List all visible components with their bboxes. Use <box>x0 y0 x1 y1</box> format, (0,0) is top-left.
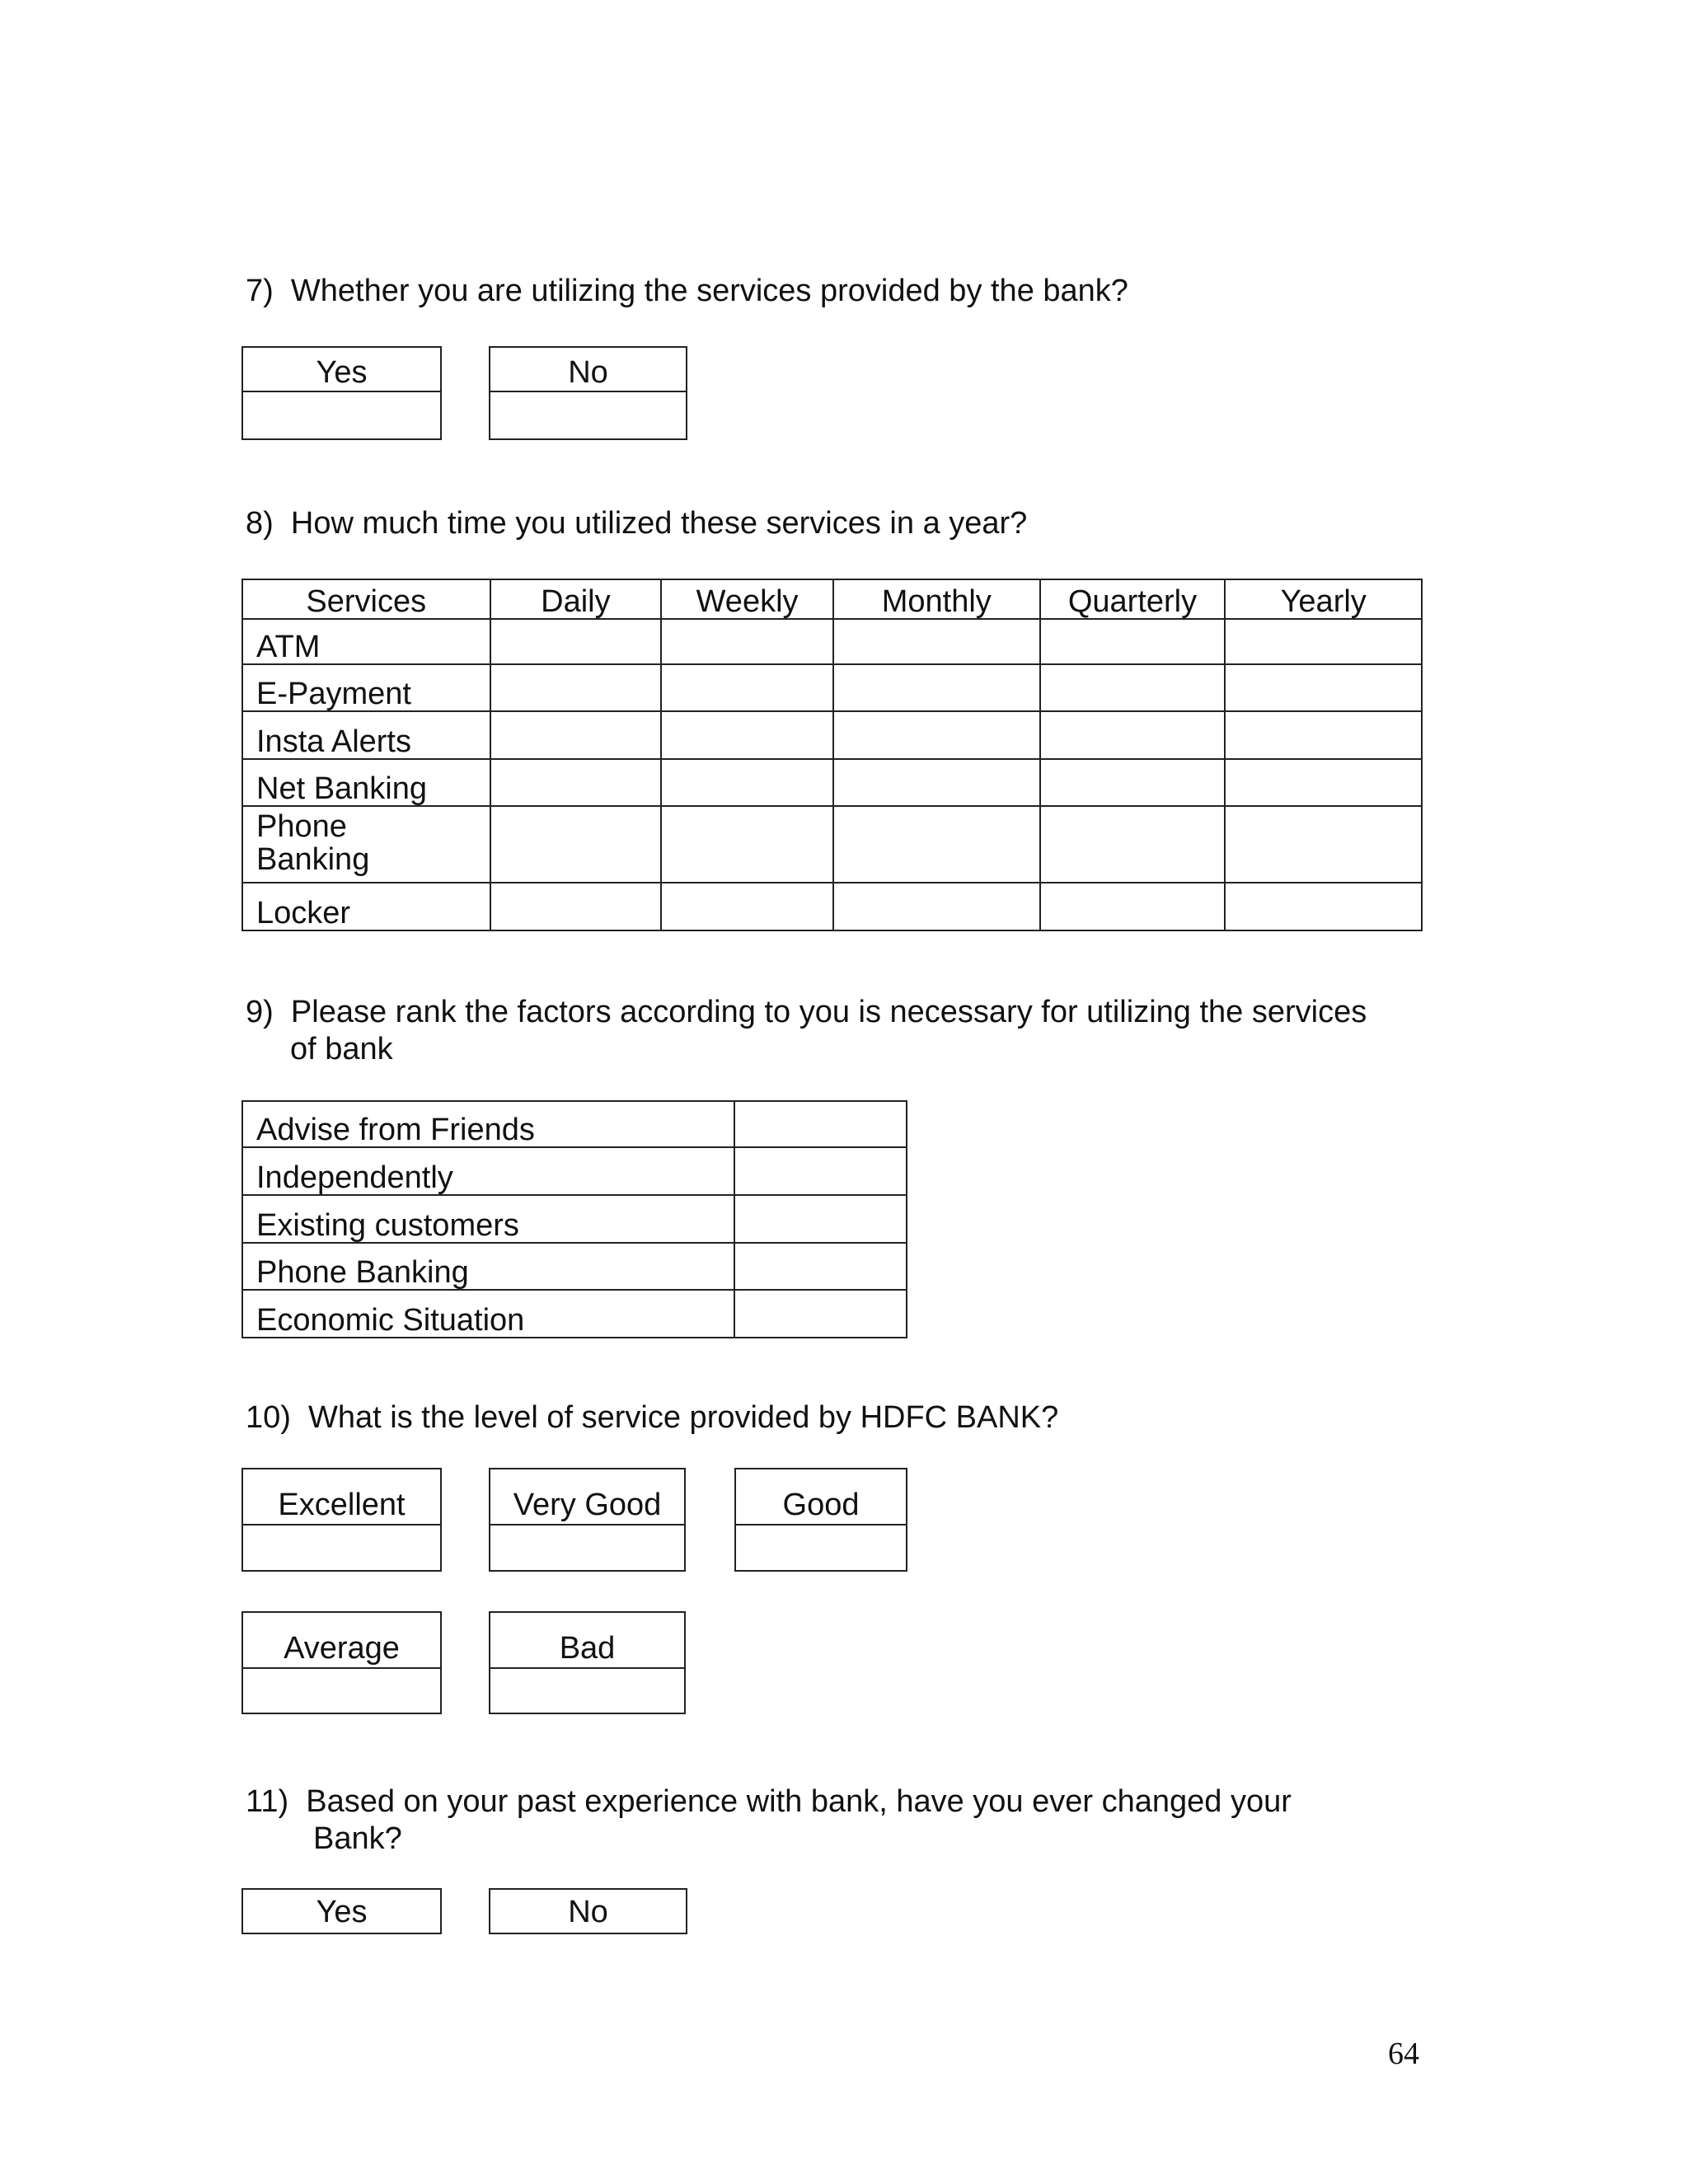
question-9 <box>246 993 1367 1031</box>
header-daily: Daily <box>490 579 662 619</box>
row-label-e-payment: E-Payment <box>242 664 490 711</box>
table-cell[interactable] <box>661 759 833 806</box>
table-cell[interactable] <box>1040 664 1226 711</box>
table-cell[interactable] <box>490 619 662 664</box>
q7-option-no-checkbox[interactable] <box>490 392 686 438</box>
q10-option-very-good-checkbox[interactable] <box>490 1526 684 1572</box>
q10-option-very-good[interactable] <box>489 1468 686 1572</box>
table-cell[interactable] <box>490 711 662 759</box>
question-7 <box>246 272 1128 310</box>
table-row <box>242 1195 907 1243</box>
table-cell[interactable] <box>661 711 833 759</box>
table-row <box>242 1101 907 1147</box>
table-cell[interactable] <box>490 759 662 806</box>
row-label-banking: Banking <box>256 842 370 877</box>
q10-option-average-label: Average <box>243 1613 440 1669</box>
q10-option-good[interactable] <box>734 1468 907 1572</box>
q10-option-very-good-label: Very Good <box>490 1469 684 1526</box>
rank-input-cell[interactable] <box>734 1101 907 1147</box>
q11-option-yes[interactable] <box>241 1888 442 1934</box>
q7-option-yes-label: Yes <box>243 348 440 392</box>
q7-option-yes[interactable] <box>241 346 442 440</box>
question-11-text: Based on your past experience with bank, have you ever changed your <box>306 1784 1292 1819</box>
q11-option-no-label: No <box>568 1895 608 1929</box>
rank-input-cell[interactable] <box>734 1147 907 1195</box>
q10-option-average-checkbox[interactable] <box>243 1669 440 1715</box>
question-10-number: 10) <box>246 1400 291 1435</box>
q10-option-good-label: Good <box>736 1469 906 1526</box>
header-monthly: Monthly <box>833 579 1040 619</box>
question-9-text-continued: of bank <box>290 1032 393 1066</box>
table-row <box>242 711 1422 759</box>
table-cell[interactable] <box>1225 711 1422 759</box>
question-8 <box>246 504 1027 542</box>
q10-option-excellent-checkbox[interactable] <box>243 1526 440 1572</box>
q10-option-excellent[interactable] <box>241 1468 442 1572</box>
row-label-atm: ATM <box>242 619 490 664</box>
q10-option-bad-checkbox[interactable] <box>490 1669 684 1715</box>
table-cell[interactable] <box>1040 619 1226 664</box>
factor-existing-customers: Existing customers <box>242 1195 734 1243</box>
row-label-locker: Locker <box>242 883 490 930</box>
table-cell[interactable] <box>833 759 1040 806</box>
table-row <box>242 1147 907 1195</box>
table-cell[interactable] <box>833 806 1040 883</box>
factor-economic-situation: Economic Situation <box>242 1290 734 1338</box>
factor-independently: Independently <box>242 1147 734 1195</box>
row-label-phone-banking <box>242 806 490 883</box>
table-cell[interactable] <box>1225 619 1422 664</box>
table-cell[interactable] <box>1040 759 1226 806</box>
page-number: 64 <box>1388 2036 1419 2071</box>
table-row <box>242 1243 907 1290</box>
table-cell[interactable] <box>1040 806 1226 883</box>
table-row <box>242 759 1422 806</box>
question-8-text: How much time you utilized these services in a year? <box>290 506 1028 541</box>
table-cell[interactable] <box>833 711 1040 759</box>
q11-option-no[interactable] <box>489 1888 687 1934</box>
rank-input-cell[interactable] <box>734 1290 907 1338</box>
question-9-text: Please rank the factors according to you is necessary for utilizing the services <box>290 995 1367 1029</box>
q7-option-yes-checkbox[interactable] <box>243 392 440 438</box>
rank-input-cell[interactable] <box>734 1195 907 1243</box>
q11-option-yes-label: Yes <box>316 1895 368 1929</box>
question-10 <box>246 1399 1058 1436</box>
table-cell[interactable] <box>661 619 833 664</box>
table-row <box>242 1290 907 1338</box>
table-cell[interactable] <box>1225 759 1422 806</box>
header-quarterly: Quarterly <box>1040 579 1226 619</box>
table-cell[interactable] <box>490 883 662 930</box>
table-row <box>242 619 1422 664</box>
factor-advise-from-friends: Advise from Friends <box>242 1101 734 1147</box>
table-header-row <box>242 579 1422 619</box>
header-services: Services <box>242 579 490 619</box>
services-frequency-table <box>241 579 1423 931</box>
table-cell[interactable] <box>1040 883 1226 930</box>
q7-option-no[interactable] <box>489 346 687 440</box>
table-cell[interactable] <box>490 664 662 711</box>
rank-input-cell[interactable] <box>734 1243 907 1290</box>
table-cell[interactable] <box>833 664 1040 711</box>
question-9-number: 9) <box>246 995 274 1029</box>
table-cell[interactable] <box>833 883 1040 930</box>
q10-option-good-checkbox[interactable] <box>736 1526 906 1572</box>
q7-option-no-label: No <box>490 348 686 392</box>
table-cell[interactable] <box>1225 883 1422 930</box>
ranking-factors-table <box>241 1100 907 1338</box>
question-10-text: What is the level of service provided by HDFC BANK? <box>308 1400 1059 1435</box>
q10-option-average[interactable] <box>241 1611 442 1714</box>
question-7-text: Whether you are utilizing the services provided by the bank? <box>290 274 1128 308</box>
row-label-phone: Phone <box>256 809 347 844</box>
header-weekly: Weekly <box>661 579 833 619</box>
header-yearly: Yearly <box>1225 579 1422 619</box>
factor-phone-banking: Phone Banking <box>242 1243 734 1290</box>
question-8-number: 8) <box>246 506 274 541</box>
table-cell[interactable] <box>661 883 833 930</box>
question-11-text-continued: Bank? <box>313 1821 402 1856</box>
table-cell[interactable] <box>490 806 662 883</box>
row-label-net-banking: Net Banking <box>242 759 490 806</box>
table-row <box>242 664 1422 711</box>
table-row <box>242 883 1422 930</box>
table-cell[interactable] <box>661 664 833 711</box>
row-label-insta-alerts: Insta Alerts <box>242 711 490 759</box>
table-cell[interactable] <box>1040 711 1226 759</box>
table-row <box>242 806 1422 883</box>
table-cell[interactable] <box>1225 806 1422 883</box>
question-11-number: 11) <box>246 1784 289 1819</box>
question-7-number: 7) <box>246 274 274 308</box>
table-cell[interactable] <box>661 806 833 883</box>
question-11 <box>246 1783 1292 1821</box>
table-cell[interactable] <box>1225 664 1422 711</box>
q10-option-bad-label: Bad <box>490 1613 684 1669</box>
q10-option-bad[interactable] <box>489 1611 686 1714</box>
table-cell[interactable] <box>833 619 1040 664</box>
q10-option-excellent-label: Excellent <box>243 1469 440 1526</box>
